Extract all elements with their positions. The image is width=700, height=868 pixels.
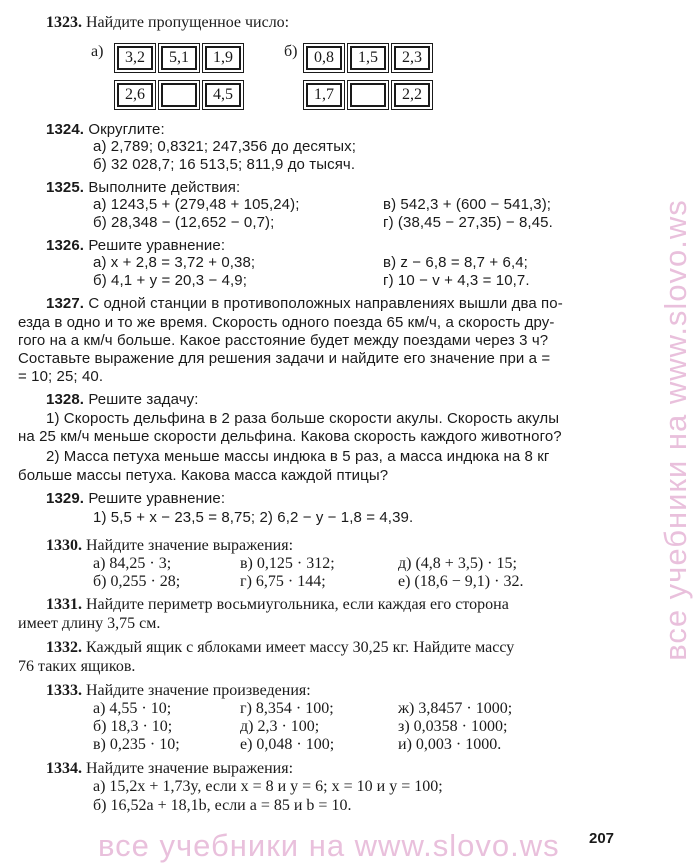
exercise-title: Выполните действия: [88,179,241,196]
text-line: а) 84,25 · 3; [93,555,172,572]
empty-number-box [161,83,197,107]
number-box: 3,2 [117,46,153,70]
text-line: гого на a км/ч больше. Какое расстояние будет между поездами через 3 ч? [18,332,549,349]
exercise-number: 1331. [46,596,82,613]
text-line: а) 2,789; 0,8321; 247,356 до десятых; [93,138,356,155]
exercise-number: 1329. [46,490,85,507]
text-line: б) 4,1 + y = 20,3 − 4,9; [93,272,248,289]
text-line: С одной станции в противоположных направлениях вышли два по- [88,295,563,312]
exercise-1330-heading [46,537,293,555]
part-b-label: б) [284,43,298,60]
number-box: 0,8 [306,46,342,70]
text-line: 2) Масса петуха меньше массы индюка в 5 раз, а масса индюка на 8 кг [46,448,550,465]
text-line: в) 0,235 · 10; [93,736,180,753]
text-line: Найдите периметр восьмиугольника, если каждая его сторона [86,596,509,613]
exercise-title: Найдите значение произведения: [86,682,311,699]
text-line: г) 6,75 · 144; [240,573,326,590]
empty-number-box [350,83,386,107]
exercise-1325-heading [46,179,240,196]
text-line: д) (4,8 + 3,5) · 15; [398,555,517,572]
text-line: б) 28,348 − (12,652 − 0,7); [93,214,275,231]
text-line: Составьте выражение для решения задачи и найдите его значение при a = [18,350,551,367]
text-line: г) 8,354 · 100; [240,700,334,717]
text-line: в) 0,125 · 312; [240,555,335,572]
text-line: е) 0,048 · 100; [240,736,335,753]
part-a-label: а) [91,43,104,60]
exercise-1334-heading [46,760,293,778]
text-line: а) 4,55 · 10; [93,700,172,717]
text-line: б) 32 028,7; 16 513,5; 811,9 до тысяч. [93,156,356,173]
exercise-title: Решите уравнение: [88,490,226,507]
exercise-title: Округлите: [88,121,165,138]
exercise-title: Найдите пропущенное число: [86,14,290,31]
number-box: 1,9 [205,46,241,70]
number-box: 1,7 [306,83,342,107]
exercise-title: Решите задачу: [88,391,199,408]
exercise-1328-heading [46,391,199,408]
exercise-title: Найдите значение выражения: [86,760,294,777]
number-box: 2,3 [394,46,430,70]
text-line: на 25 км/ч меньше скорости дельфина. Какова скорость каждого животного? [18,428,562,445]
exercise-number: 1325. [46,179,85,196]
exercise-title: Найдите значение выражения: [86,537,294,554]
exercise-number: 1326. [46,237,85,254]
number-box: 2,2 [394,83,430,107]
exercise-1326-heading [46,237,225,254]
text-line: б) 16,52a + 18,1b, если a = 85 и b = 10. [93,797,352,814]
exercise-1323-heading [46,14,289,32]
number-box: 5,1 [161,46,197,70]
text-line: больше массы петуха. Какова масса каждой птицы? [18,467,389,484]
text-line: 76 таких ящиков. [18,658,136,675]
text-line: а) 15,2x + 1,73y, если x = 8 и y = 6; x = 10 и y = 100; [93,778,443,795]
page-number: 207 [589,830,615,847]
exercise-number: 1323. [46,14,82,31]
text-line: а) 1243,5 + (279,48 + 105,24); [93,196,300,213]
text-line: е) (18,6 − 9,1) · 32. [398,573,524,590]
exercise-number: 1327. [46,295,85,312]
text-line: з) 0,0358 · 1000; [398,718,508,735]
exercise-number: 1328. [46,391,85,408]
text-line: в) 542,3 + (600 − 541,3); [383,196,552,213]
text-line: 1) 5,5 + x − 23,5 = 8,75; 2) 6,2 − y − 1,8 = 4,39. [93,509,414,526]
exercise-1327-text [46,295,563,312]
text-line: б) 0,255 · 28; [93,573,181,590]
bottom-watermark: все учебники на www.slovo.ws [98,828,560,863]
text-line: ж) 3,8457 · 1000; [398,700,513,717]
text-line: д) 2,3 · 100; [240,718,320,735]
text-line: 1) Скорость дельфина в 2 раза больше скорости акулы. Скорость акулы [46,410,560,427]
exercise-1331-text [46,596,509,614]
text-line: Каждый ящик с яблоками имеет массу 30,25 кг. Найдите массу [86,639,515,656]
text-line: и) 0,003 · 1000. [398,736,502,753]
text-line: в) z − 6,8 = 8,7 + 6,4; [383,254,528,271]
exercise-number: 1332. [46,639,82,656]
exercise-number: 1324. [46,121,85,138]
exercise-number: 1334. [46,760,82,777]
text-line: имеет длину 3,75 см. [18,615,161,632]
text-line: г) 10 − v + 4,3 = 10,7. [383,272,530,289]
exercise-1324-heading [46,121,165,138]
number-box: 2,6 [117,83,153,107]
exercise-number: 1333. [46,682,82,699]
text-line: г) (38,45 − 27,35) − 8,45. [383,214,553,231]
exercise-1332-text [46,639,514,657]
exercise-1333-heading [46,682,311,700]
text-line: езда в одно и то же время. Скорость одного поезда 65 км/ч, а скорость дру- [18,314,555,331]
text-line: б) 18,3 · 10; [93,718,173,735]
exercise-1329-heading [46,490,225,507]
side-watermark: все учебники на www.slovo.ws [658,199,693,661]
text-line: = 10; 25; 40. [18,368,104,385]
exercise-number: 1330. [46,537,82,554]
number-box: 1,5 [350,46,386,70]
text-line: а) x + 2,8 = 3,72 + 0,38; [93,254,256,271]
number-box: 4,5 [205,83,241,107]
exercise-title: Решите уравнение: [88,237,226,254]
